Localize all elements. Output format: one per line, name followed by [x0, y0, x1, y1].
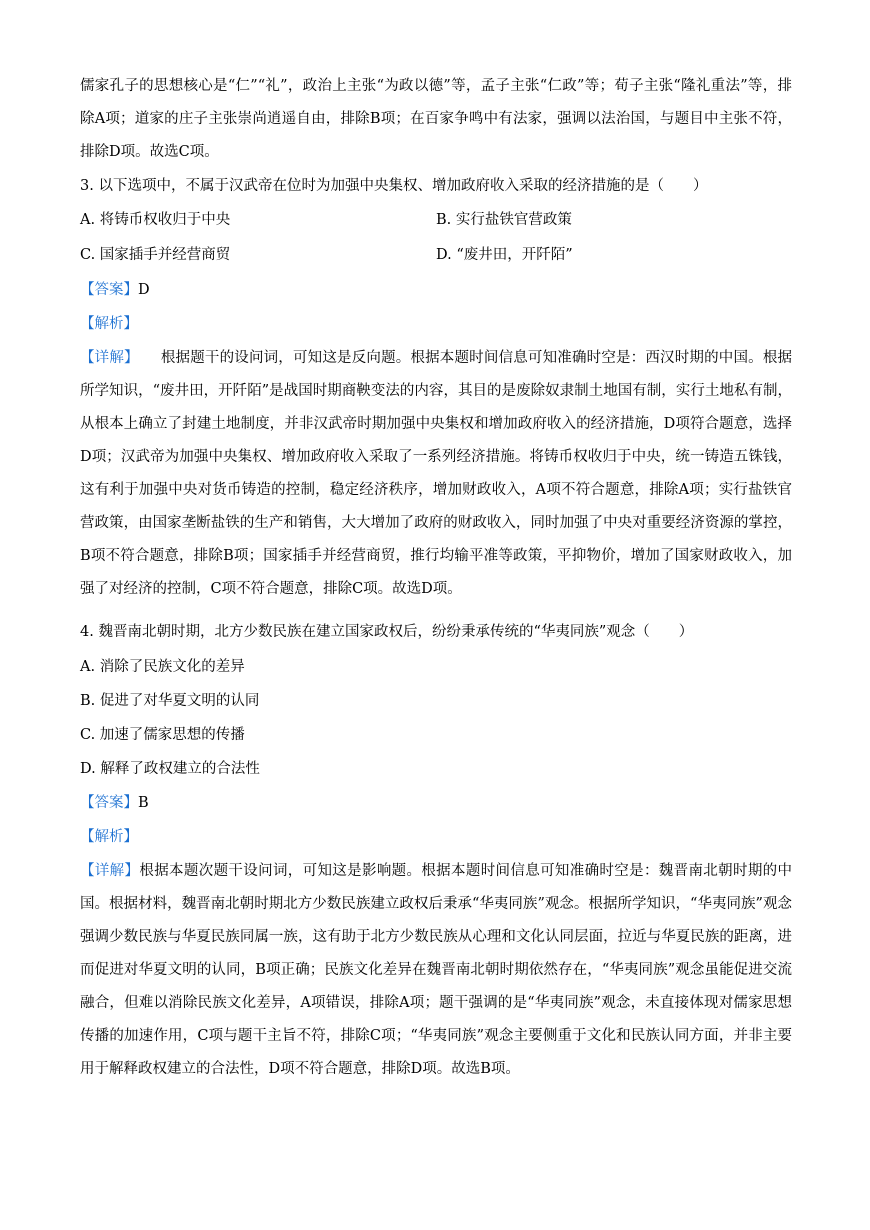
q3-detail-text: 根据题干的设问词，可知这是反向题。根据本题时间信息可知准确时空是：西汉时期的中国。根据所学知识，“废井田，开阡陌”是战国时期商鞅变法的内容，其目的是废除奴隶制土地国有制，实行土地私有制，从根本上确立了封建土地制度，并非汉武帝时期加强中央集权和增加政府收入的经济措施，D项符合题意，选择D项；汉武帝为加强中央集权、增加政府收入采取了一系列经济措施。将铸币权收归于中央，统一铸造五铢钱，这有利于加强中央对货币铸造的控制，稳定经济秩序，增加财政收入，A项不符合题意，排除A项；实行盐铁官营政策，由国家垄断盐铁的生产和销售，大大增加了政府的财政收入，同时加强了中央对重要经济资源的掌控，B项不符合题意，排除B项；国家插手并经营商贸，推行均输平准等政策，平抑物价，增加了国家财政收入，加强了对经济的控制，C项不符合题意，排除C项。故选D项。	[80, 350, 793, 597]
q4-option-d: D. 解释了政权建立的合法性	[80, 761, 260, 777]
q2-explanation-tail: 儒家孔子的思想核心是“仁”“礼”，政治上主张“为政以德”等，孟子主张“仁政”等；荀子主张“隆礼重法”等，排除A项；道家的庄子主张崇尚逍遥自由，排除B项；在百家争鸣中有法家，强调以法治国，与题目中主张不符，排除D项。故选C项。	[80, 78, 792, 160]
q4-answer: B	[138, 795, 149, 811]
q3-answer-line	[80, 280, 150, 300]
q4-option-a: A. 消除了民族文化的差异	[80, 659, 245, 675]
q4-answer-line	[80, 793, 149, 813]
q3-answer: D	[138, 282, 150, 298]
q3-option-c: C. 国家插手并经营商贸	[80, 247, 231, 263]
q3-option-b: B. 实行盐铁官营政策	[436, 212, 572, 228]
q3-detail-tag: 【详解】	[80, 350, 132, 366]
q3-stem: 3. 以下选项中，不属于汉武帝在位时为加强中央集权、增加政府收入采取的经济措施的是（ ）	[80, 178, 708, 194]
q4-analysis-tag: 【解析】	[80, 829, 138, 845]
q3-detail	[80, 342, 792, 606]
q3-option-d: D. “废井田，开阡陌”	[436, 247, 573, 263]
q4-answer-tag: 【答案】	[80, 795, 138, 811]
q4-option-b: B. 促进了对华夏文明的认同	[80, 693, 260, 709]
q3-option-a: A. 将铸币权收归于中央	[80, 212, 231, 228]
q4-stem: 4. 魏晋南北朝时期，北方少数民族在建立国家政权后，纷纷秉承传统的“华夷同族”观念（ ）	[80, 624, 694, 640]
q4-option-c: C. 加速了儒家思想的传播	[80, 727, 245, 743]
q3-analysis-tag: 【解析】	[80, 316, 138, 332]
q3-answer-tag: 【答案】	[80, 282, 138, 298]
q4-detail	[80, 855, 792, 1086]
q4-detail-text: 根据本题次题干设问词，可知这是影响题。根据本题时间信息可知准确时空是：魏晋南北朝时期的中国。根据材料，魏晋南北朝时期北方少数民族建立政权后秉承“华夷同族”观念。根据所学知识，“华夷同族”观念强调少数民族与华夏民族同属一族，这有助于北方少数民族从心理和文化认同层面，拉近与华夏民族的距离，进而促进对华夏文明的认同，B项正确；民族文化差异在魏晋南北朝时期依然存在，“华夷同族”观念虽能促进交流融合，但难以消除民族文化差异，A项错误，排除A项；题干强调的是“华夷同族”观念，未直接体现对儒家思想传播的加速作用，C项与题干主旨不符，排除C项；“华夷同族”观念主要侧重于文化和民族认同方面，并非主要用于解释政权建立的合法性，D项不符合题意，排除D项。故选B项。	[80, 863, 793, 1077]
q4-detail-tag: 【详解】	[80, 863, 140, 879]
